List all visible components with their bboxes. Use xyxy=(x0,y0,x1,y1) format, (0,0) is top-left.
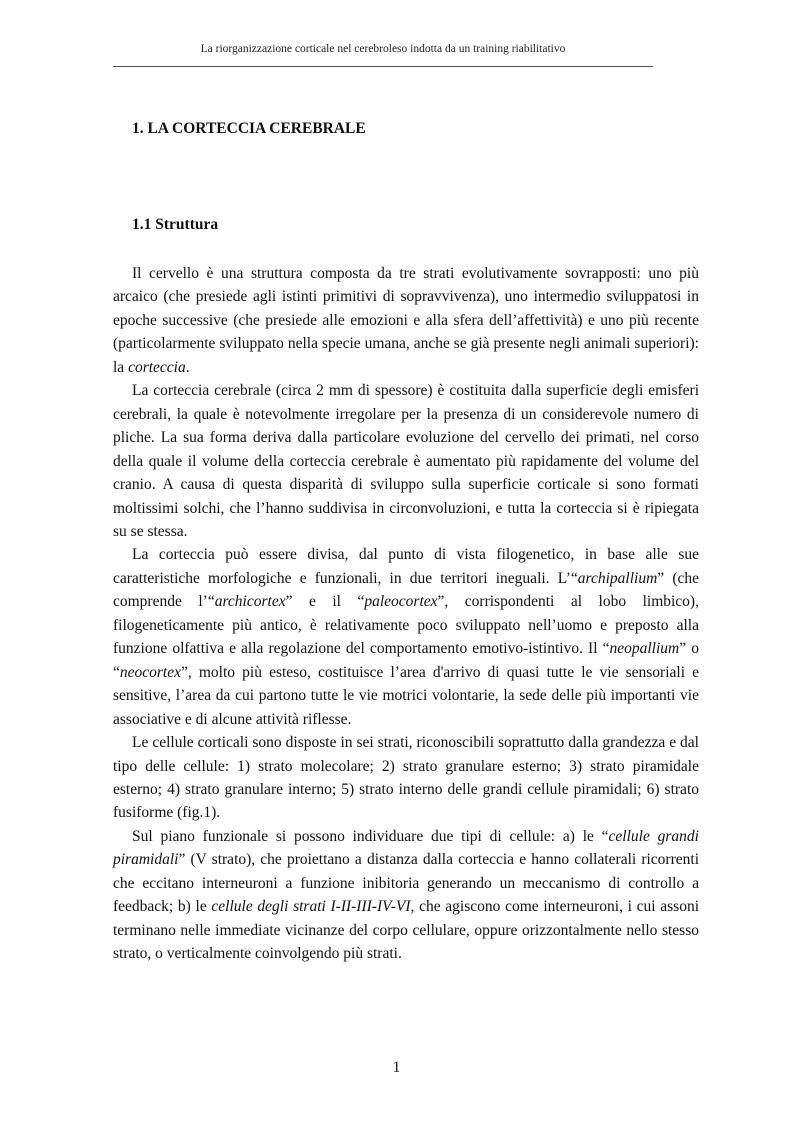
italic-term: neopallium xyxy=(609,640,680,658)
text-run: . xyxy=(185,358,190,376)
header-rule xyxy=(113,66,653,67)
text-run: , che agiscono come interneuroni, i cui assoni terminano nelle immediate vicinanze del corpo cellulare, oppure orizzontalmente nello stesso strato, o verticalmente coinvolgendo più strati. xyxy=(113,898,700,963)
text-run: La corteccia può essere divisa, dal punto di vista filogenetico, in base alle sue caratteristiche morfologiche e funzionali, in due territori ineguali. L’“ xyxy=(113,546,699,587)
paragraph xyxy=(113,825,699,966)
text-run: ” o “ xyxy=(113,640,699,681)
italic-term: cellule grandi piramidali xyxy=(113,827,699,869)
running-header: La riorganizzazione corticale nel cerebroleso indotta da un training riabilitativo xyxy=(200,43,566,55)
italic-term: cellule degli strati I-II-III-IV-VI xyxy=(211,898,411,916)
italic-term: archipallium xyxy=(577,569,658,587)
chapter-title: 1. LA CORTECCIA CEREBRALE xyxy=(132,120,366,137)
text-run: ” (che comprende l’“ xyxy=(113,569,699,611)
paragraph xyxy=(113,262,699,379)
paragraph xyxy=(113,731,699,825)
text-run: Le cellule corticali sono disposte in sei strati, riconoscibili soprattutto dalla grandezza e dal tipo delle cellule: 1) strato molecolare; 2) strato granulare esterno; 3) strato piramidale esterno; 4) strato granulare interno; 5) strato interno delle grandi cellule piramidali; 6) strato fusiforme (fig.1). xyxy=(113,734,699,822)
text-run: ” e il “ xyxy=(285,593,365,611)
italic-term: corteccia xyxy=(128,358,186,376)
text-run: Il cervello è una struttura composta da tre strati evolutivamente sovrapposti: uno più arcaico (che presiede agli istinti primitivi di sopravvivenza), uno intermedio sviluppatosi in epoche successive (che presiede alle emozioni e alla sfera dell’affettività) e uno più recente (particolarmente sviluppato nella specie umana, anche se già presente negli animali superiori): la xyxy=(113,265,699,376)
italic-term: neocortex xyxy=(119,663,181,681)
text-run: Sul piano funzionale si possono individuare due tipi di cellule: a) le “ xyxy=(132,827,609,845)
italic-term: archicortex xyxy=(214,593,286,611)
text-run: ”, corrispondenti al lobo limbico), filogeneticamente più antico, è relativamente poco sviluppato nell’uomo e preposto alla funzione olfattiva e alla regolazione del comportamento emotivo-istintivo. Il “ xyxy=(113,593,699,658)
body-text xyxy=(113,262,699,966)
text-run: ”, molto più esteso, costituisce l’area d'arrivo di quasi tutte le vie sensoriali e sensitive, l’area da cui partono tutte le vie motrici volontarie, la sede delle più importanti vie associative e di alcune attività riflesse. xyxy=(113,663,699,728)
section-title: 1.1 Struttura xyxy=(132,216,219,233)
text-run: ” (V strato), che proiettano a distanza dalla corteccia e hanno collaterali ricorrenti che eccitano interneuroni a funzione inibitoria generando un meccanismo di controllo a feedback; b) le xyxy=(113,851,699,916)
paragraph xyxy=(113,379,699,543)
italic-term: paleocortex xyxy=(364,593,438,611)
text-run: La corteccia cerebrale (circa 2 mm di spessore) è costituita dalla superficie degli emisferi cerebrali, la quale è notevolmente irregolare per la presenza di un considerevole numero di pliche. La sua forma deriva dalla particolare evoluzione del cervello dei primati, nel corso della quale il volume della corteccia cerebrale è aumentato più rapidamente del volume del cranio. A causa di questa disparità di sviluppo sulla superficie corticale si sono formati moltissimi solchi, che l’hanno suddivisa in circonvoluzioni, e tutta la corteccia si è ripiegata su se stessa. xyxy=(113,382,699,540)
paragraph xyxy=(113,543,699,731)
page-number: 1 xyxy=(392,1059,401,1076)
